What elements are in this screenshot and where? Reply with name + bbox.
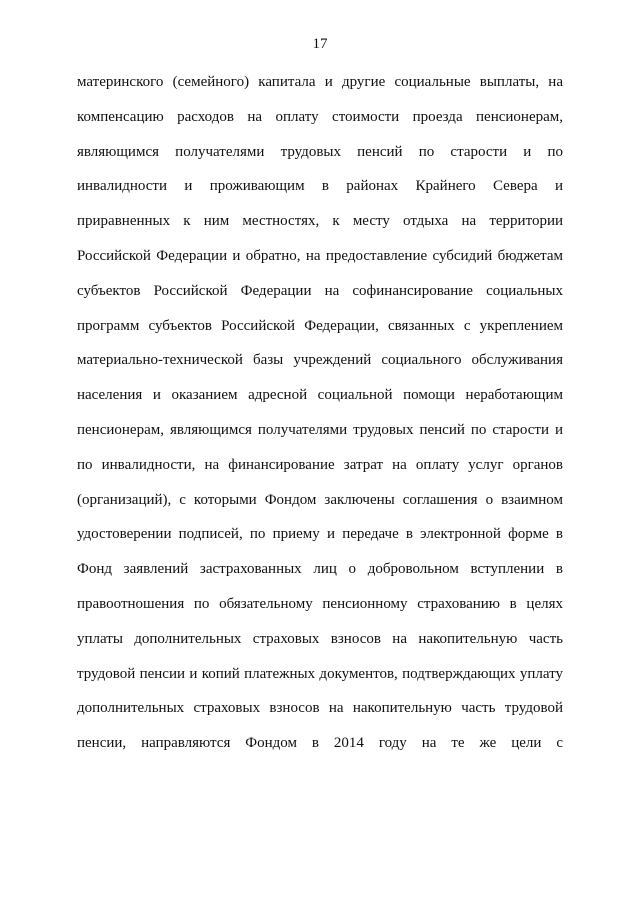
text-line: приравненных к ним местностях, к месту отдыха на территории xyxy=(77,213,563,230)
text-line: являющимся получателями трудовых пенсий по старости и по xyxy=(77,143,563,160)
text-line: по инвалидности, на финансирование затрат на оплату услуг органов xyxy=(77,456,563,473)
text-line: программ субъектов Российской Федерации, связанных с укреплением xyxy=(77,317,563,334)
body-paragraph xyxy=(77,72,563,768)
text-line: пенсионерам, являющимся получателями трудовых пенсий по старости и xyxy=(77,421,563,438)
text-line: пенсии, направляются Фондом в 2014 году на те же цели с xyxy=(77,735,563,752)
text-line: (организаций), с которыми Фондом заключены соглашения о взаимном xyxy=(77,491,563,508)
text-line: трудовой пенсии и копий платежных документов, подтверждающих уплату xyxy=(77,665,563,682)
text-line: материнского (семейного) капитала и другие социальные выплаты, на xyxy=(77,74,563,90)
text-line: Российской Федерации и обратно, на предоставление субсидий бюджетам xyxy=(77,247,563,264)
page-number: 17 xyxy=(312,36,328,52)
text-line: Фонд заявлений застрахованных лиц о добровольном вступлении в xyxy=(77,561,563,578)
text-line: правоотношения по обязательному пенсионному страхованию в целях xyxy=(77,595,563,612)
text-line: уплаты дополнительных страховых взносов на накопительную часть xyxy=(77,630,563,647)
text-line: населения и оказанием адресной социальной помощи неработающим xyxy=(77,387,563,404)
text-line: материально-технической базы учреждений социального обслуживания xyxy=(77,352,563,369)
text-line: дополнительных страховых взносов на накопительную часть трудовой xyxy=(77,700,563,717)
text-line: удостоверении подписей, по приему и передаче в электронной форме в xyxy=(77,526,563,543)
text-line: инвалидности и проживающим в районах Крайнего Севера и xyxy=(77,178,563,195)
text-line: субъектов Российской Федерации на софинансирование социальных xyxy=(77,282,563,299)
text-line: компенсацию расходов на оплату стоимости проезда пенсионерам, xyxy=(77,108,563,125)
